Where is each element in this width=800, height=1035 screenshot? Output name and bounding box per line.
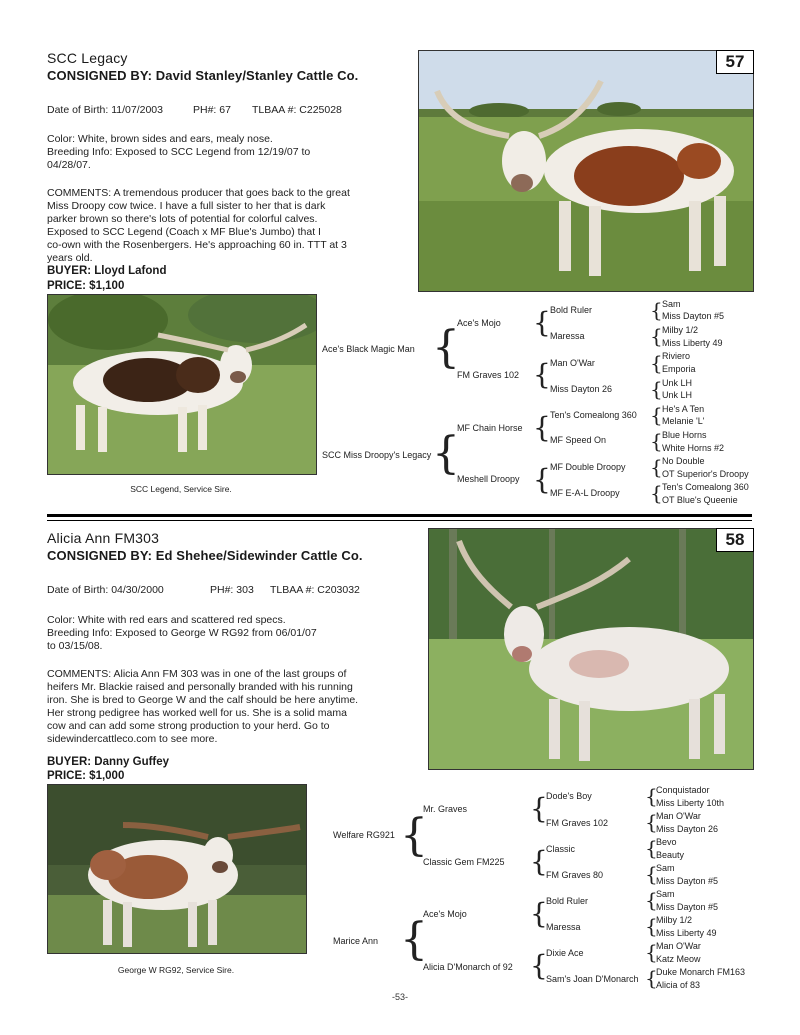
page-number: -53- <box>391 992 408 1002</box>
pedigree-brace: { <box>645 966 658 990</box>
pedigree-gen4: Katz Meow <box>656 954 701 964</box>
pedigree-gen4: Duke Monarch FM163 <box>656 967 746 977</box>
pedigree-gen4: Sam <box>656 863 675 873</box>
color-info: Color: White with red ears and scattered red specs. <box>47 614 286 626</box>
pedigree-gen4: No Double <box>662 456 705 466</box>
comment-line: sidewindercattleco.com to see more. <box>47 733 218 745</box>
pedigree-brace: { <box>530 897 548 930</box>
breeding-info-cont: 04/28/07. <box>47 159 91 171</box>
pedigree-brace: { <box>533 306 551 339</box>
comment-line: years old. <box>47 252 93 264</box>
lot-name: SCC Legacy <box>47 50 128 66</box>
sire-caption: SCC Legend, Service Sire. <box>130 484 232 494</box>
pedigree-brace: { <box>645 914 658 938</box>
pedigree-gen4: Man O'War <box>656 941 701 951</box>
comments <box>47 187 407 265</box>
longhorn-cow-photo <box>429 529 753 769</box>
pedigree-brace: { <box>530 949 548 982</box>
pedigree-brace: { <box>645 810 658 834</box>
comment-line: Her strong pedigree has worked well for us. She is a solid mama <box>47 707 347 719</box>
pedigree-gen4: Miss Dayton 26 <box>656 824 719 834</box>
pedigree-gen3: MF Double Droopy <box>550 462 626 472</box>
breeding-info: Breeding Info: Exposed to SCC Legend from 12/19/07 to <box>47 146 311 158</box>
longhorn-cow-photo <box>48 785 306 953</box>
pedigree-gen3: FM Graves 80 <box>546 870 604 880</box>
pedigree-gen3: Bold Ruler <box>550 305 593 315</box>
pedigree-gen2: Ace's Mojo <box>457 318 501 328</box>
longhorn-cow-photo <box>48 295 316 474</box>
pedigree-gen4: OT Blue's Queenie <box>662 495 738 505</box>
breeding-info: Breeding Info: Exposed to George W RG92 from 06/01/07 <box>47 627 317 639</box>
pedigree-brace: { <box>650 403 663 427</box>
pedigree-gen3: Dode's Boy <box>546 791 592 801</box>
price: PRICE: $1,100 <box>47 280 125 292</box>
pedigree-brace: { <box>650 351 663 375</box>
pedigree-gen2: Ace's Mojo <box>423 909 467 919</box>
pedigree-brace: { <box>650 298 663 322</box>
pedigree-gen4: Miss Liberty 10th <box>656 798 725 808</box>
lot-number-badge: 58 <box>716 528 754 552</box>
cow-photo <box>418 50 754 292</box>
pedigree-gen4: Unk LH <box>662 390 693 400</box>
comment-line: COMMENTS: Alicia Ann FM 303 was in one of the last groups of <box>47 668 347 680</box>
pedigree-gen4: Blue Horns <box>662 430 707 440</box>
pedigree-gen3: Ten's Comealong 360 <box>550 410 637 420</box>
pedigree-gen4: Miss Dayton #5 <box>662 311 725 321</box>
comment-line: cow and can add some strong production to your herd. Go to <box>47 720 330 732</box>
pedigree-gen3: Bold Ruler <box>546 896 589 906</box>
pedigree-brace: { <box>645 888 658 912</box>
pedigree-gen4: Emporia <box>662 364 696 374</box>
pedigree-gen4: Ten's Comealong 360 <box>662 482 749 492</box>
pedigree-gen4: Miss Liberty 49 <box>656 928 717 938</box>
pedigree-brace: { <box>645 940 658 964</box>
cow-photo <box>428 528 754 770</box>
comment-line: Miss Droopy cow twice. I have a full sister to her that is dark <box>47 200 326 212</box>
pedigree-brace: { <box>432 322 460 373</box>
comment-line: COMMENTS: A tremendous producer that goes back to the great <box>47 187 350 199</box>
pedigree-dam: Marice Ann <box>333 936 379 946</box>
section-divider-thin <box>47 520 752 521</box>
pedigree-gen3: Classic <box>546 844 576 854</box>
pedigree-gen4: Sam <box>656 889 675 899</box>
pedigree-brace: { <box>533 358 551 391</box>
pedigree-brace: { <box>530 845 548 878</box>
pedigree-brace: { <box>650 377 663 401</box>
lot-number-badge: 57 <box>716 50 754 74</box>
date-of-birth: Date of Birth: 04/30/2000 <box>47 584 164 596</box>
tlbaa-number: TLBAA #: C203032 <box>270 584 360 596</box>
pedigree-gen4: Conquistador <box>656 785 710 795</box>
sire-photo <box>47 294 317 475</box>
pedigree-gen3: Maressa <box>550 331 585 341</box>
longhorn-cow-photo <box>419 51 753 291</box>
price: PRICE: $1,000 <box>47 770 125 782</box>
breeding-info-cont: to 03/15/08. <box>47 640 103 652</box>
buyer: BUYER: Lloyd Lafond <box>47 265 167 277</box>
pedigree-brace: { <box>400 810 428 861</box>
pedigree-gen4: Alicia of 83 <box>656 980 701 990</box>
pedigree-gen4: White Horns #2 <box>662 443 725 453</box>
comment-line: parker brown so there's lots of potential for colorful calves. <box>47 213 318 225</box>
pedigree-gen4: Bevo <box>656 837 677 847</box>
pedigree-gen4: Sam <box>662 299 681 309</box>
ph-number: PH#: 67 <box>193 104 231 116</box>
pedigree-gen3: MF Speed On <box>550 435 607 445</box>
pedigree-gen4: Milby 1/2 <box>656 915 693 925</box>
pedigree-gen3: Dixie Ace <box>546 948 584 958</box>
pedigree-brace: { <box>530 792 548 825</box>
ph-number: PH#: 303 <box>210 584 254 596</box>
pedigree-gen3: Miss Dayton 26 <box>550 384 613 394</box>
pedigree-gen4: Miss Dayton #5 <box>656 876 719 886</box>
pedigree-gen4: Milby 1/2 <box>662 325 699 335</box>
pedigree-gen2: Classic Gem FM225 <box>423 857 505 867</box>
pedigree-brace: { <box>650 481 663 505</box>
pedigree-gen2: FM Graves 102 <box>457 370 520 380</box>
pedigree-gen2: Alicia D'Monarch of 92 <box>423 962 513 972</box>
pedigree-gen4: Man O'War <box>656 811 701 821</box>
tlbaa-number: TLBAA #: C225028 <box>252 104 342 116</box>
pedigree-gen4: Riviero <box>662 351 691 361</box>
pedigree-brace: { <box>650 324 663 348</box>
pedigree-sire: Welfare RG921 <box>333 830 395 840</box>
date-of-birth: Date of Birth: 11/07/2003 <box>47 104 163 116</box>
pedigree-gen4: Miss Liberty 49 <box>662 338 723 348</box>
pedigree-gen2: MF Chain Horse <box>457 423 523 433</box>
comment-line: co-own with the Rosenbergers. He's approaching 60 in. TTT at 3 <box>47 239 347 251</box>
pedigree-brace: { <box>533 411 551 444</box>
lot-name: Alicia Ann FM303 <box>47 530 160 546</box>
pedigree-brace: { <box>650 455 663 479</box>
pedigree-gen3: Man O'War <box>550 358 595 368</box>
pedigree-brace: { <box>645 836 658 860</box>
pedigree-gen4: Beauty <box>656 850 685 860</box>
pedigree-gen3: MF E-A-L Droopy <box>550 488 620 498</box>
section-divider <box>47 514 752 517</box>
pedigree-gen3: FM Graves 102 <box>546 818 609 828</box>
pedigree-gen4: Melanie 'L' <box>662 416 705 426</box>
pedigree-brace: { <box>645 784 658 808</box>
consigned-by: CONSIGNED BY: Ed Shehee/Sidewinder Cattle Co. <box>47 548 363 563</box>
pedigree-brace: { <box>650 429 663 453</box>
pedigree-dam: SCC Miss Droopy's Legacy <box>322 450 432 460</box>
pedigree-gen4: Miss Dayton #5 <box>656 902 719 912</box>
pedigree-brace: { <box>400 914 428 965</box>
pedigree-gen2: Meshell Droopy <box>457 474 520 484</box>
consigned-by: CONSIGNED BY: David Stanley/Stanley Cattle Co. <box>47 68 359 83</box>
buyer: BUYER: Danny Guffey <box>47 756 170 768</box>
sire-photo <box>47 784 307 954</box>
color-info: Color: White, brown sides and ears, mealy nose. <box>47 133 273 145</box>
pedigree-gen3: Sam's Joan D'Monarch <box>546 974 639 984</box>
pedigree-gen2: Mr. Graves <box>423 804 468 814</box>
pedigree-gen4: OT Superior's Droopy <box>662 469 749 479</box>
pedigree-gen3: Maressa <box>546 922 581 932</box>
pedigree-brace: { <box>432 428 460 479</box>
pedigree-gen4: He's A Ten <box>662 404 705 414</box>
pedigree-brace: { <box>645 862 658 886</box>
pedigree-brace: { <box>533 463 551 496</box>
comment-line: Exposed to SCC Legend (Coach x MF Blue's Jumbo) that I <box>47 226 321 238</box>
comment-line: heifers Mr. Blackie raised and personally branded with his running <box>47 681 353 693</box>
pedigree-sire: Ace's Black Magic Man <box>322 344 415 354</box>
comments <box>47 668 422 746</box>
comment-line: iron. She is bred to George W and the calf should be here anytime. <box>47 694 359 706</box>
sire-caption: George W RG92, Service Sire. <box>117 965 235 975</box>
pedigree-gen4: Unk LH <box>662 378 693 388</box>
